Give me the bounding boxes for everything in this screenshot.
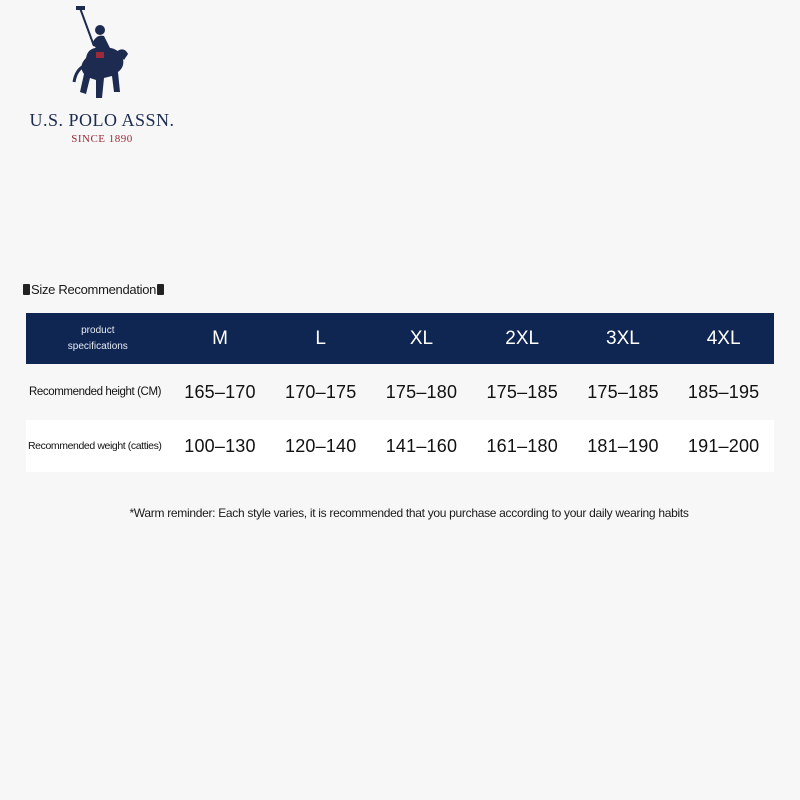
section-title-text: Size Recommendation bbox=[31, 282, 157, 297]
table-row-height bbox=[26, 364, 774, 420]
size-4xl: 4XL bbox=[706, 327, 741, 349]
bracket-right-icon bbox=[157, 284, 164, 295]
height-2xl: 175–185 bbox=[486, 381, 558, 402]
warm-reminder: *Warm reminder: Each style varies, it is recommended that you purchase according to your daily wearing habits bbox=[129, 506, 689, 520]
brand-logo bbox=[22, 6, 182, 146]
size-xl: XL bbox=[409, 327, 434, 349]
size-table-header bbox=[26, 313, 774, 364]
size-3xl: 3XL bbox=[606, 327, 640, 349]
size-recommendation-title bbox=[22, 282, 165, 297]
height-xl: 175–180 bbox=[385, 381, 458, 402]
height-l: 170–175 bbox=[284, 381, 357, 402]
size-2xl: 2XL bbox=[505, 327, 540, 349]
weight-xl: 141–160 bbox=[385, 435, 458, 456]
row-label-weight: Recommended weight (catties) bbox=[28, 440, 162, 452]
polo-player-icon bbox=[66, 6, 130, 106]
size-m: M bbox=[212, 327, 228, 349]
header-label bbox=[26, 323, 170, 355]
weight-m: 100–130 bbox=[184, 435, 256, 456]
size-l: L bbox=[315, 327, 326, 349]
row-label-height: Recommended height (CM) bbox=[29, 386, 162, 398]
brand-name: U.S. POLO ASSN. bbox=[29, 110, 175, 130]
brand-since: SINCE 1890 bbox=[71, 133, 133, 145]
weight-2xl: 161–180 bbox=[486, 435, 558, 456]
header-label-line2: specifications bbox=[67, 340, 128, 352]
height-4xl: 185–195 bbox=[687, 381, 760, 402]
header-label-line1: product bbox=[81, 324, 115, 336]
height-m: 165–170 bbox=[184, 381, 256, 402]
table-row-weight bbox=[26, 420, 774, 472]
weight-l: 120–140 bbox=[284, 435, 357, 456]
size-table bbox=[26, 313, 774, 472]
weight-3xl: 181–190 bbox=[587, 435, 659, 456]
weight-4xl: 191–200 bbox=[687, 435, 760, 456]
bracket-left-icon bbox=[23, 284, 30, 295]
height-3xl: 175–185 bbox=[587, 381, 659, 402]
